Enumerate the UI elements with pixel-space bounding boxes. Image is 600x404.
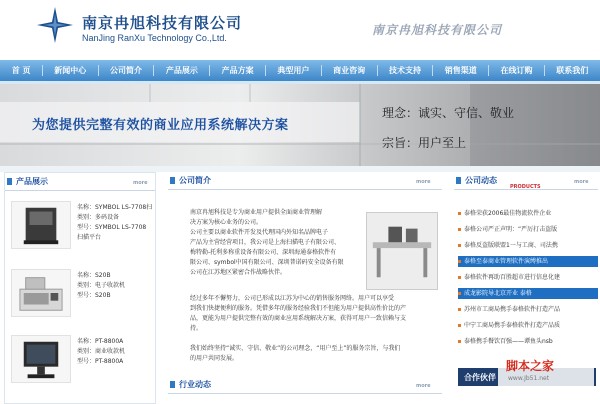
bullet-icon	[458, 308, 461, 311]
nav-item-home[interactable]: 首 页	[11, 66, 31, 75]
product-model: 型号：PT-8800A	[77, 358, 124, 365]
news-item[interactable]	[458, 336, 598, 347]
nav-separator	[98, 65, 99, 76]
product-category: 类别：商业收款机	[77, 348, 126, 355]
intro-line: 我们始终坚持“诚实、守信、敬业”的公司理念，“用户至上”的服务宗旨，与我们	[190, 345, 401, 352]
nav-separator	[42, 65, 43, 76]
nav-separator	[209, 65, 210, 76]
industry-more-link[interactable]: more	[416, 383, 431, 389]
intro-line: 经过多年不懈努力，公司已形成以江苏为中心的销售服务网络。用户可以享受	[190, 295, 395, 302]
nav-item-customers[interactable]: 典型用户	[277, 66, 310, 75]
nav-item-channels[interactable]: 销售渠道	[444, 66, 477, 75]
nav-separator	[377, 65, 378, 76]
nav-item-news[interactable]: 新闻中心	[54, 66, 87, 75]
bullet-icon	[458, 244, 461, 247]
intro-panel-title: 公司简介	[179, 176, 211, 185]
jb51-logo-url: www.Jb51.net	[508, 375, 550, 382]
panel-marker-icon	[170, 381, 175, 388]
news-item-text: 中宁工商局携手泰格软件打造产品质	[464, 322, 561, 329]
intro-line: 限公司、symbol中国有限公司、深圳普诺码安全设备有限	[190, 259, 344, 266]
bullet-icon	[458, 228, 461, 231]
news-item[interactable]	[458, 224, 598, 235]
news-item-highlighted[interactable]	[458, 288, 598, 299]
intro-line: 产品为主营经营项目，我公司是上海扫描电子有限公司、	[190, 239, 341, 246]
partners-banner[interactable]: 合作伙伴	[458, 368, 596, 386]
products-more-link[interactable]: more	[133, 180, 148, 186]
news-item-highlighted[interactable]	[458, 256, 598, 267]
intro-line: 公司主要以商业软件开发及代理国内外知名品牌电子	[190, 229, 329, 236]
product-details	[77, 337, 125, 367]
product-category: 类别：电子收款机	[77, 282, 126, 289]
news-item[interactable]	[458, 208, 598, 219]
news-item-text: 泰格软件再助百胜超市进行信息化建	[464, 274, 561, 281]
news-panel-subtitle: PRODUCTS	[510, 184, 541, 190]
intro-paragraph-1	[190, 208, 344, 278]
pos-terminal-image	[11, 335, 71, 383]
news-item[interactable]	[458, 320, 598, 331]
panel-marker-icon	[7, 178, 12, 185]
intro-paragraph-2	[190, 294, 406, 334]
product-extra: 扫描平台	[77, 234, 102, 241]
industry-panel-header	[168, 376, 442, 394]
banner-tagline: 为您提供完整有效的商业应用系统解决方案	[32, 118, 289, 133]
site-header	[0, 0, 600, 58]
nav-item-solutions[interactable]: 产品方案	[221, 66, 254, 75]
panel-marker-icon	[170, 177, 175, 184]
intro-line: 到我们快捷便利的服务。凭借多年的服务经验我们不但能为用户提供高性价比的产	[190, 305, 407, 312]
bullet-icon	[458, 324, 461, 327]
nav-item-contact[interactable]: 联系我们	[556, 66, 589, 75]
intro-line: 公司在江苏地区紧密合作战略伙伴。	[190, 269, 287, 276]
intro-line: 梅特勒-托利多称重设备有限公司、深圳海通泰格软件有	[190, 249, 337, 256]
news-more-link[interactable]: more	[574, 179, 589, 185]
product-model: 型号：SYMBOL LS-7708	[77, 224, 147, 231]
news-item-text: 成龙影院导北京开业 泰格	[464, 290, 532, 297]
panel-marker-icon	[456, 177, 461, 184]
news-item[interactable]	[458, 272, 598, 283]
product-item[interactable]	[11, 333, 157, 389]
bullet-icon	[458, 340, 461, 343]
banner-idea: 理念：诚实、守信、敬业	[382, 106, 515, 120]
news-item-text: 泰格携手餐饮百强——谭鱼头nsb	[464, 338, 553, 345]
nav-separator	[321, 65, 322, 76]
barcode-scanner-image	[11, 201, 71, 249]
product-category: 类别：多码设备	[77, 214, 120, 221]
intro-line: 持。	[190, 325, 203, 332]
products-panel-title: 产品展示	[16, 177, 48, 186]
bullet-icon	[458, 260, 461, 263]
news-item[interactable]	[458, 240, 598, 251]
nav-separator	[153, 65, 154, 76]
product-item[interactable]	[11, 199, 157, 255]
product-item[interactable]	[11, 267, 157, 323]
news-item-text: 泰格公司严正声明：“严厉打击盗版	[464, 226, 558, 233]
office-photo-image	[366, 212, 438, 290]
jb51-logo-text: 脚本之家	[506, 359, 555, 373]
product-name: 名称：S20B	[77, 272, 111, 279]
intro-paragraph-3	[190, 344, 400, 364]
company-logo-icon	[36, 6, 74, 44]
cash-register-image	[11, 269, 71, 317]
product-name: 名称：PT-8800A	[77, 338, 124, 345]
news-item-text: 泰格至泰商业管理软件演缚推出	[464, 258, 549, 265]
intro-panel-header	[168, 172, 442, 190]
intro-line: 南京冉旭科技是专为商业用户提供全面商业管理解	[190, 209, 323, 216]
nav-item-products[interactable]: 产品展示	[165, 66, 198, 75]
company-name-en: NanJing RanXu Technology Co.,Ltd.	[82, 33, 227, 43]
intro-line: 的用户共同发展。	[190, 355, 239, 362]
intro-line: 决方案为核心业务的公司。	[190, 219, 263, 226]
nav-separator	[544, 65, 545, 76]
bullet-icon	[458, 292, 461, 295]
nav-separator	[265, 65, 266, 76]
products-panel-header	[5, 173, 155, 191]
products-panel	[4, 172, 156, 404]
product-model: 型号：S20B	[77, 292, 111, 299]
news-item[interactable]	[458, 304, 598, 315]
news-panel-header	[454, 172, 598, 190]
company-intro-panel	[168, 172, 442, 404]
news-item-text: 泰格荣获2006最佳物流软件企业	[464, 210, 552, 217]
intro-more-link[interactable]: more	[416, 179, 431, 185]
nav-item-consulting[interactable]: 商业咨询	[333, 66, 366, 75]
nav-item-order[interactable]: 在线订购	[500, 66, 533, 75]
product-details	[77, 203, 152, 243]
nav-item-support[interactable]: 技术支持	[388, 66, 421, 75]
nav-separator	[488, 65, 489, 76]
bullet-icon	[458, 276, 461, 279]
news-item-text: 苏州市工商局携手泰格软件打造产品	[464, 306, 561, 313]
product-details	[77, 271, 125, 301]
company-name-cn: 南京冉旭科技有限公司	[82, 14, 243, 32]
product-name: 名称：SYMBOL LS-7708扫	[77, 204, 153, 211]
bullet-icon	[458, 212, 461, 215]
hero-banner	[0, 84, 600, 166]
intro-line: 品，更能为用户提供完整有效的商业应用系统解决方案，获得可用户一致信赖与支	[190, 315, 407, 322]
nav-item-about[interactable]: 公司简介	[110, 66, 143, 75]
main-nav	[0, 60, 600, 81]
banner-aim: 宗旨：用户至上	[382, 136, 467, 150]
news-panel-title: 公司动态	[465, 176, 497, 185]
header-watermark: 南京冉旭科技有限公司	[372, 23, 503, 37]
nav-separator	[432, 65, 433, 76]
industry-panel-title: 行业动态	[179, 380, 211, 389]
news-item-text: 泰格反盗版联盟1一与工商、司法携	[464, 242, 558, 249]
